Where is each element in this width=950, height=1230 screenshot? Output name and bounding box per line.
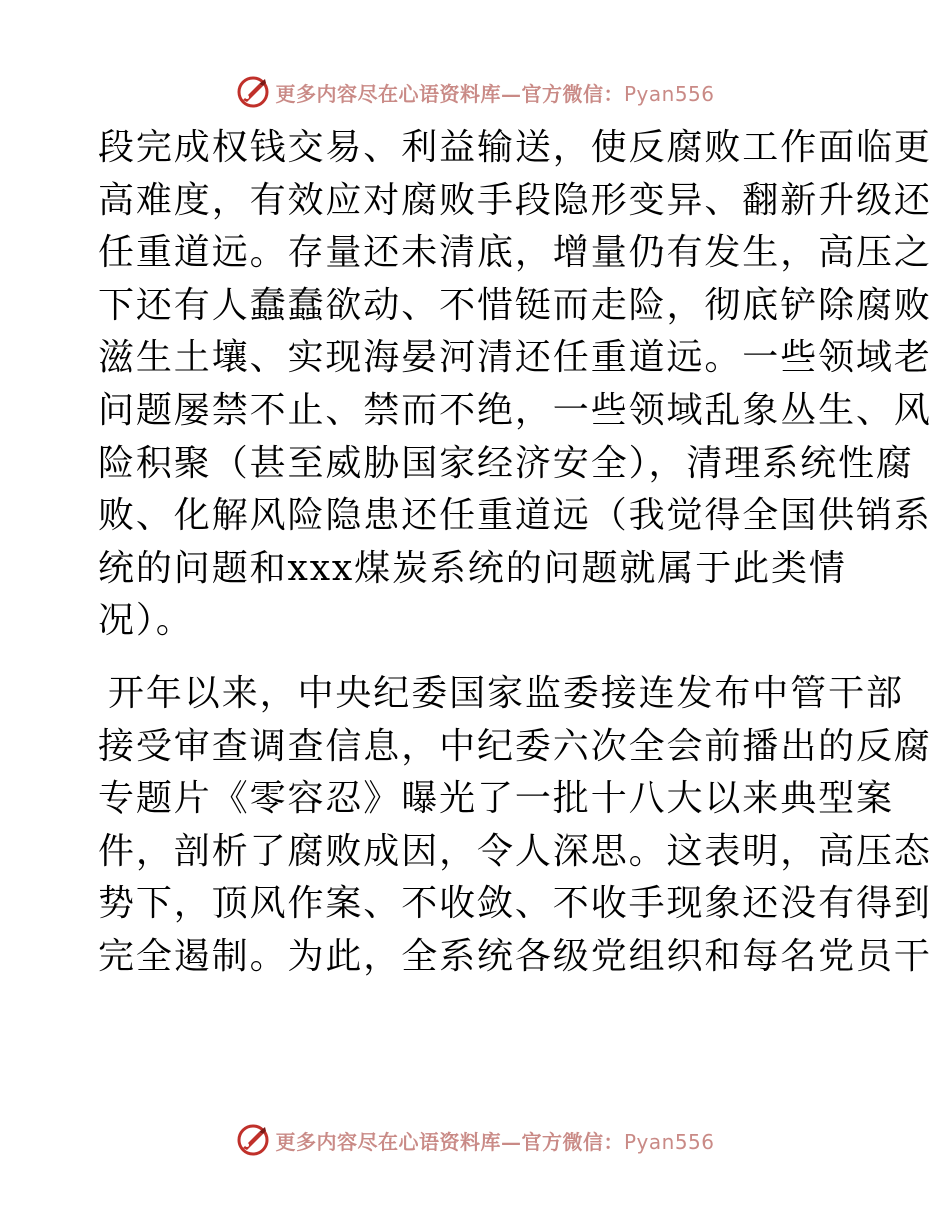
text-line: 件，剖析了腐败成因，令人深思。这表明，高压态 <box>98 830 932 872</box>
footer-watermark <box>0 1120 950 1160</box>
header-watermark <box>0 72 950 112</box>
text-line: 险积聚（甚至威胁国家经济安全），清理系统性腐 <box>98 442 914 484</box>
header-watermark-handle: Pyan556 <box>623 81 715 106</box>
text-line: 问题屡禁不止、禁而不绝，一些领域乱象丛生、风 <box>98 389 932 431</box>
pen-circle-logo-icon <box>235 1122 271 1158</box>
text-line: 高难度，有效应对腐败手段隐形变异、翻新升级还 <box>98 179 932 221</box>
text-line: 开年以来，中央纪委国家监委接连发布中管干部 <box>108 672 904 714</box>
text-line: 败、化解风险隐患还任重道远（我觉得全国供销系 <box>98 495 932 537</box>
header-watermark-text <box>275 78 714 107</box>
header-watermark-label: 更多内容尽在心语资料库—官方微信： <box>275 81 624 106</box>
paragraph-1 <box>98 122 932 648</box>
text-line: 接受审查调查信息，中纪委六次全会前播出的反腐 <box>98 725 932 767</box>
footer-watermark-text <box>275 1126 714 1155</box>
text-line: 专题片《零容忍》曝光了一批十八大以来典型案 <box>98 778 894 820</box>
text-line: 任重道远。存量还未清底，增量仍有发生，高压之 <box>98 232 932 274</box>
text-line: 滋生土壤、实现海晏河清还任重道远。一些领域老 <box>98 337 932 379</box>
text-line: 势下，顶风作案、不收敛、不收手现象还没有得到 <box>98 883 932 925</box>
text-line: 段完成权钱交易、利益输送，使反腐败工作面临更 <box>98 127 932 168</box>
footer-watermark-label: 更多内容尽在心语资料库—官方微信： <box>275 1129 624 1154</box>
footer-watermark-handle: Pyan556 <box>623 1129 715 1154</box>
text-line: 完全遏制。为此，全系统各级党组织和每名党员干 <box>98 935 932 977</box>
text-line: 统的问题和xxx煤炭系统的问题就属于此类情 <box>98 547 847 589</box>
pen-circle-logo-icon <box>235 74 271 110</box>
text-line: 况）。 <box>98 600 194 642</box>
paragraph-2 <box>98 668 932 984</box>
document-body <box>98 122 932 984</box>
text-line: 下还有人蠢蠢欲动、不惜铤而走险，彻底铲除腐败 <box>98 284 932 326</box>
